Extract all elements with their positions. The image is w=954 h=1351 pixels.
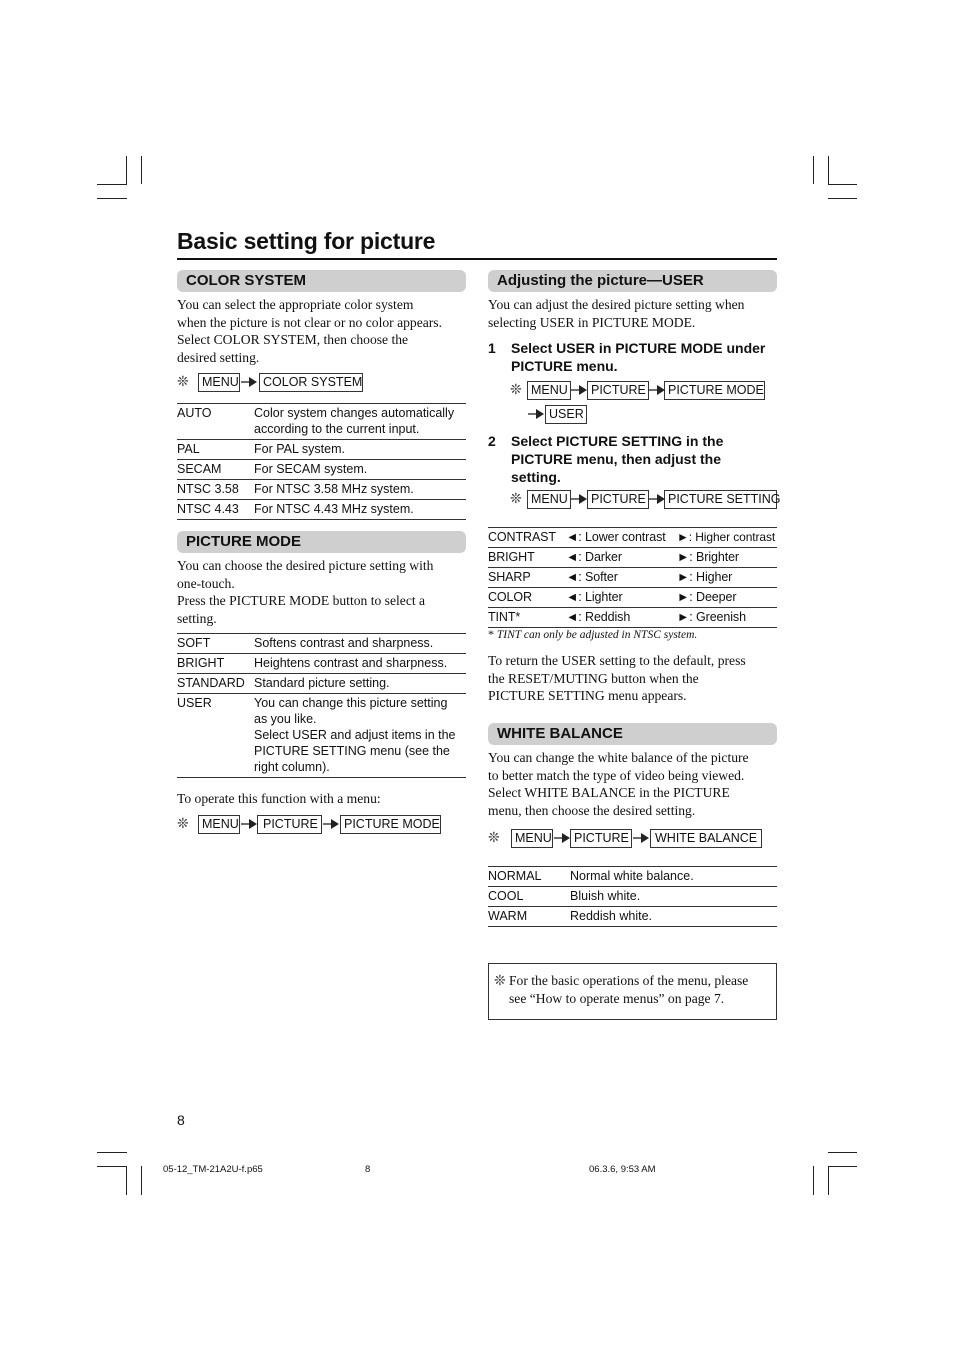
reset-note: To return the USER setting to the default, press the RESET/MUTING button when the PICTURE SETTING menu appears.: [488, 653, 746, 703]
path-picture: PICTURE: [257, 815, 322, 834]
white-balance-intro: You can change the white balance of the picture to better match the type of video being viewed. Select WHITE BALANCE in the PICTURE menu, then choose the desired setting.: [488, 750, 749, 818]
path-color-system: COLOR SYSTEM: [259, 373, 363, 392]
table-row: NORMAL Normal white balance.: [488, 867, 777, 887]
table-row: USER You can change this picture setting as you like. Select USER and adjust items in the PICTURE SETTING menu (see the right column).: [177, 694, 466, 778]
color-system-table: [177, 403, 466, 520]
path-white-balance: WHITE BALANCE: [650, 829, 762, 848]
picture-setting-table: [488, 527, 777, 628]
path-picture: PICTURE: [587, 381, 649, 400]
table-row: SECAM For SECAM system.: [177, 460, 466, 480]
path-menu: MENU: [527, 490, 571, 509]
path-picture-setting: PICTURE SETTING: [664, 490, 777, 509]
table-row: TINT* ◄: Reddish ►: Greenish: [488, 608, 777, 628]
white-balance-heading: WHITE BALANCE: [488, 723, 777, 745]
page-title: Basic setting for picture: [177, 228, 436, 254]
menu-operation-note: To operate this function with a menu:: [177, 791, 381, 806]
picture-mode-menu-path: [177, 814, 457, 836]
arrow-right-icon: [528, 408, 544, 420]
step1-menu-path: [510, 380, 778, 402]
menu-marker-icon: ❊: [510, 381, 522, 397]
table-row: BRIGHT Heightens contrast and sharpness.: [177, 654, 466, 674]
path-picture-mode: PICTURE MODE: [664, 381, 765, 400]
menu-marker-icon: ❊: [510, 490, 522, 506]
adjust-user-heading: Adjusting the picture—USER: [488, 270, 777, 292]
step1-menu-path-cont: [510, 404, 630, 426]
step-1: 1 Select USER in PICTURE MODE under PICTURE menu.: [488, 340, 766, 374]
path-picture: PICTURE: [587, 490, 649, 509]
white-balance-table: [488, 866, 777, 927]
arrow-right-icon: [241, 818, 257, 830]
color-system-intro: You can select the appropriate color system when the picture is not clear or no color appears. Select COLOR SYSTEM, then choose the desired setting.: [177, 297, 442, 365]
path-picture: PICTURE: [570, 829, 632, 848]
path-user: USER: [545, 405, 587, 424]
step-2: 2 Select PICTURE SETTING in the PICTURE menu, then adjust the setting.: [488, 433, 724, 485]
picture-mode-intro: You can choose the desired picture setting with one-touch. Press the PICTURE MODE button to select a setting.: [177, 558, 434, 626]
path-menu: MENU: [198, 815, 240, 834]
path-menu: MENU: [511, 829, 553, 848]
arrow-right-icon: [241, 376, 257, 388]
adjust-user-intro: You can adjust the desired picture setting when selecting USER in PICTURE MODE.: [488, 297, 745, 330]
picture-mode-heading: PICTURE MODE: [177, 531, 466, 553]
table-row: SOFT Softens contrast and sharpness.: [177, 634, 466, 654]
arrow-right-icon: [571, 493, 587, 505]
footer-filename: 05-12_TM-21A2U-f.p65: [163, 1164, 263, 1175]
page-number: 8: [177, 1112, 185, 1128]
footer-page: 8: [365, 1164, 371, 1175]
path-menu: MENU: [527, 381, 571, 400]
table-row: BRIGHT ◄: Darker ►: Brighter: [488, 548, 777, 568]
title-rule: [177, 258, 777, 260]
table-row: STANDARD Standard picture setting.: [177, 674, 466, 694]
table-row: COLOR ◄: Lighter ►: Deeper: [488, 588, 777, 608]
arrow-right-icon: [633, 832, 649, 844]
menu-marker-icon: ❊: [488, 829, 500, 845]
table-row: SHARP ◄: Softer ►: Higher: [488, 568, 777, 588]
table-row: NTSC 4.43 For NTSC 4.43 MHz system.: [177, 500, 466, 520]
table-row: AUTO Color system changes automatically according to the current input.: [177, 404, 466, 440]
menu-marker-icon: ❊: [177, 815, 189, 831]
table-row: COOL Bluish white.: [488, 887, 777, 907]
arrow-right-icon: [571, 384, 587, 396]
table-row: WARM Reddish white.: [488, 907, 777, 927]
color-system-menu-path: [177, 372, 377, 394]
footer-timestamp: 06.3.6, 9:53 AM: [589, 1164, 656, 1175]
menu-marker-icon: ❊: [494, 972, 506, 988]
arrow-right-icon: [554, 832, 570, 844]
white-balance-menu-path: [488, 828, 768, 850]
color-system-heading: COLOR SYSTEM: [177, 270, 466, 292]
arrow-right-icon: [323, 818, 339, 830]
menu-marker-icon: ❊: [177, 373, 189, 389]
note-box: ❊ For the basic operations of the menu, please see “How to operate menus” on page 7.: [488, 963, 777, 1020]
arrow-right-icon: [649, 384, 665, 396]
table-row: PAL For PAL system.: [177, 440, 466, 460]
picture-mode-table: [177, 633, 466, 778]
table-row: NTSC 3.58 For NTSC 3.58 MHz system.: [177, 480, 466, 500]
tint-footnote: * TINT can only be adjusted in NTSC system.: [488, 627, 698, 641]
arrow-right-icon: [649, 493, 665, 505]
step2-menu-path: [510, 489, 781, 511]
path-picture-mode: PICTURE MODE: [340, 815, 441, 834]
table-row: CONTRAST ◄: Lower contrast ►: Higher contrast: [488, 528, 777, 548]
path-menu: MENU: [198, 373, 240, 392]
